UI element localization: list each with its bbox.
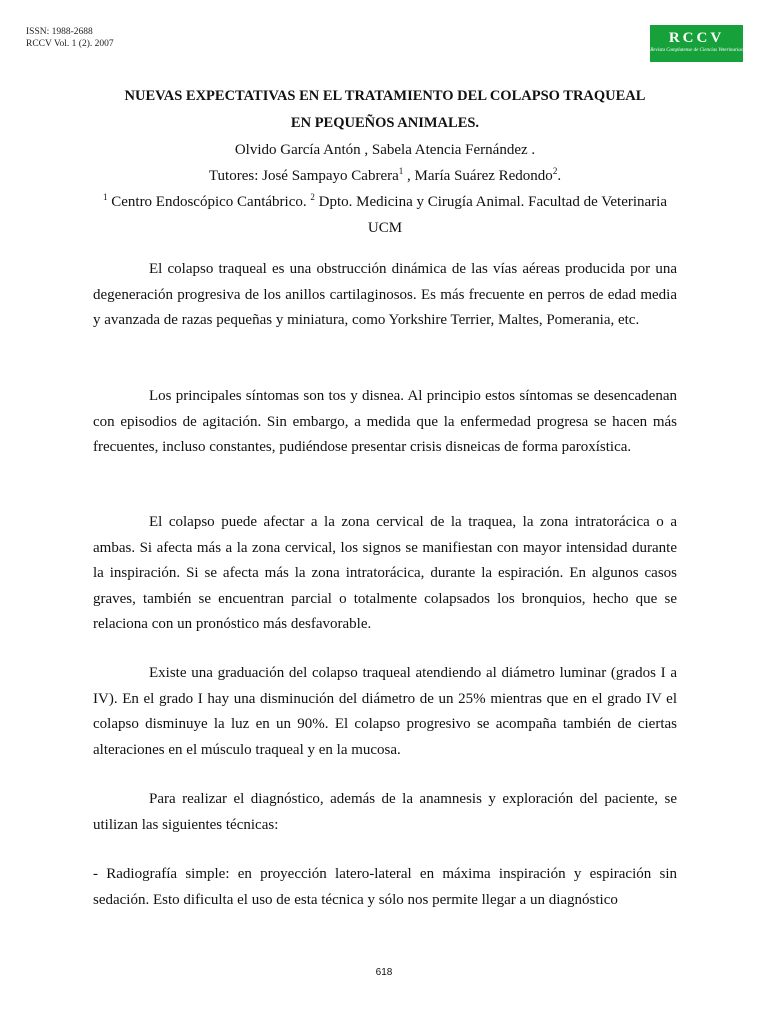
- tutors-prefix: Tutores: José Sampayo Cabrera: [208, 168, 399, 184]
- volume-label: RCCV Vol. 1 (2). 2007: [26, 39, 114, 49]
- authors: Olvido García Antón , Sabela Atencia Fernández .: [234, 142, 536, 158]
- paragraph-3: El colapso puede afectar a la zona cervical de la traquea, la zona intratorácica o a ambas. Si afecta más a la zona cervical, los signos se manifiestan con mayor intensidad durante la inspiración. Si se afecta más la zona intratorácica, durante la espiración. En algunos casos graves, también se encuentran parcial o totalmente colapsados los bronquios, hecho que se relaciona con un pronóstico más desfavorable.: [93, 514, 677, 632]
- paragraph-5: Para realizar el diagnóstico, además de la anamnesis y exploración del paciente, se utilizan las siguientes técnicas:: [93, 791, 677, 833]
- tutors-sup-1: 1: [398, 166, 404, 176]
- paragraph-6: - Radiografía simple: en proyección latero-lateral en máxima inspiración y espiración sin sedación. Esto dificulta el uso de esta técnica y sólo nos permite llegar a un diagnóstico: [93, 866, 677, 908]
- paragraph-1: El colapso traqueal es una obstrucción dinámica de las vías aéreas producida por una degeneración progresiva de los anillos cartilaginosos. Es más frecuente en perros de edad media y avanzada de razas pequeñas y miniatura, como Yorkshire Terrier, Maltes, Pomerania, etc.: [93, 261, 677, 328]
- tutors: [93, 163, 677, 189]
- journal-info: [26, 26, 114, 50]
- affiliation: [93, 189, 677, 215]
- affil-sup-1: 1: [102, 192, 108, 202]
- article-body: [93, 83, 677, 908]
- affil-sup-2: 2: [310, 192, 315, 202]
- issn-label: ISSN: 1988-2688: [26, 27, 93, 37]
- logo-text: RCCV: [668, 30, 725, 46]
- tutors-sup-2: 2: [552, 166, 558, 176]
- paragraph-4: Existe una graduación del colapso traqueal atendiendo al diámetro luminar (grados I a IV). En el grado I hay una disminución del diámetro de un 25% mientras que en el grado IV el colapso disminuye la luz en un 90%. El colapso progresivo se acompaña también de ciertas alteraciones en el músculo traqueal y en la mucosa.: [93, 665, 677, 758]
- affil-text-1: Centro Endoscópico Cantábrico.: [107, 194, 311, 210]
- title-line-1: NUEVAS EXPECTATIVAS EN EL TRATAMIENTO DEL COLAPSO TRAQUEAL: [124, 88, 646, 104]
- page-number: 618: [375, 967, 393, 978]
- tutors-middle: , María Suárez Redondo: [403, 168, 553, 184]
- affiliation-line-2: UCM: [367, 220, 403, 236]
- title-line-2: EN PEQUEÑOS ANIMALES.: [290, 115, 480, 131]
- logo-subtitle: Revista Complutense de Ciencias Veterinarias: [650, 48, 743, 53]
- paragraph-2: Los principales síntomas son tos y disnea. Al principio estos síntomas se desencadenan con episodios de agitación. Sin embargo, a medida que la enfermedad progresa se hacen más frecuentes, incluso constantes, pudiéndose presentar crisis disneicas de forma paroxística.: [93, 388, 677, 455]
- article-title: [93, 83, 677, 137]
- affil-text-2: Dpto. Medicina y Cirugía Animal. Facultad de Veterinaria: [314, 194, 667, 210]
- journal-logo: [650, 25, 743, 62]
- tutors-suffix: .: [557, 168, 562, 184]
